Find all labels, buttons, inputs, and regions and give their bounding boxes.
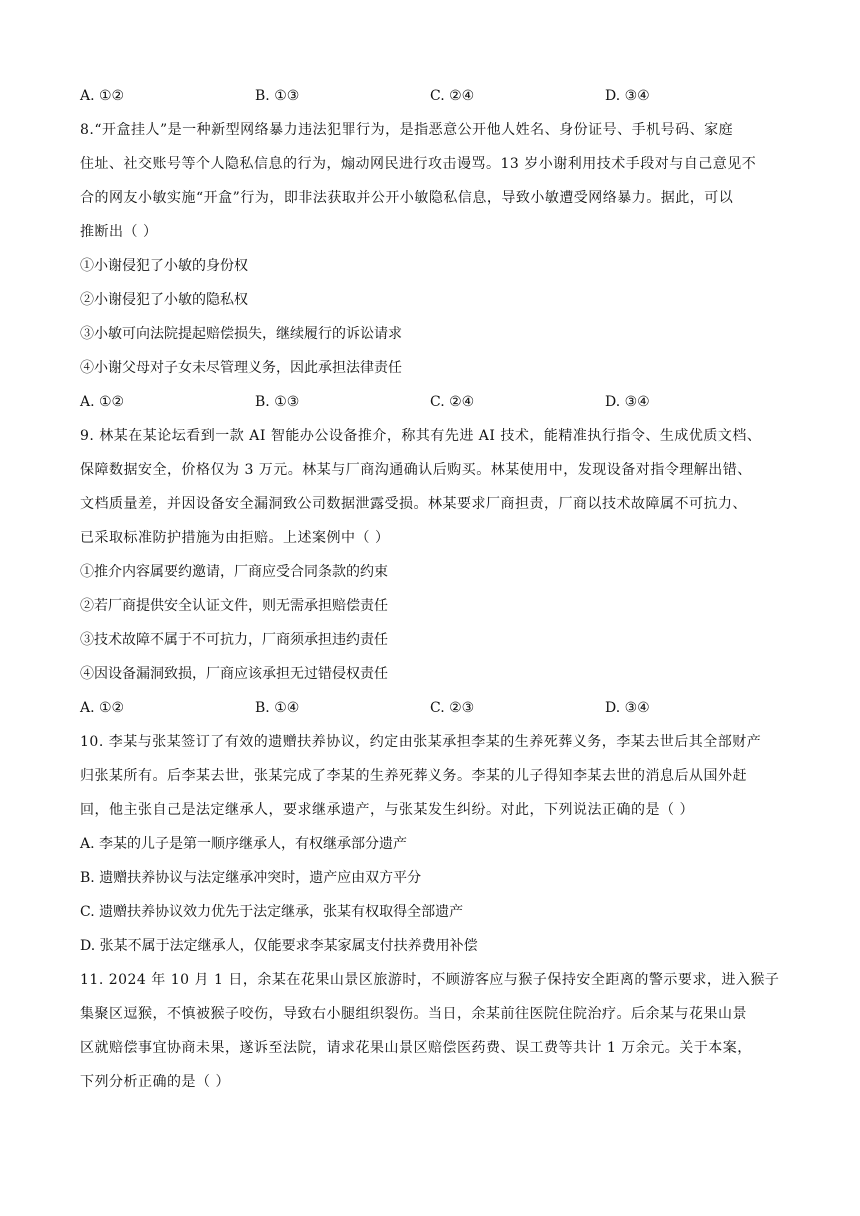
q9-stem-line: 保障数据安全，价格仅为 3 万元。林某与厂商沟通确认后购买。林某使用中，发现设备对指令理解出错、 xyxy=(80,462,752,478)
q8-statement-2: ②小谢侵犯了小敏的隐私权 xyxy=(80,292,248,308)
q8-statement-3: ③小敏可向法院提起赔偿损失，继续履行的诉讼请求 xyxy=(80,326,402,342)
q10-choice-b: B. 遗赠扶养协议与法定继承冲突时，遗产应由双方平分 xyxy=(80,870,422,886)
q9-options xyxy=(0,698,860,718)
q11-stem-line: 区就赔偿事宜协商未果，遂诉至法院，请求花果山景区赔偿医药费、误工费等共计 1 万余元。关于本案， xyxy=(80,1040,752,1056)
q8-option-b: B. ①③ xyxy=(255,394,300,410)
q9-stem-line: 文档质量差，并因设备安全漏洞致公司数据泄露受损。林某要求厂商担责，厂商以技术故障属不可抗力、 xyxy=(80,496,747,512)
q9-option-a: A. ①② xyxy=(80,700,125,716)
q8-options xyxy=(0,392,860,412)
q9-statement-3: ③技术故障不属于不可抗力，厂商须承担违约责任 xyxy=(80,632,388,648)
q11-stem-line: 11. 2024 年 10 月 1 日，余某在花果山景区旅游时，不顾游客应与猴子保持安全距离的警示要求，进入猴子 xyxy=(80,972,780,988)
q9-stem-line: 已采取标准防护措施为由拒赔。上述案例中（ ） xyxy=(80,530,390,546)
q8-stem-line: 合的网友小敏实施“开盒”行为，即非法获取并公开小敏隐私信息，导致小敏遭受网络暴力。据此，可以 xyxy=(80,190,734,206)
q11-stem-line: 集聚区逗猴，不慎被猴子咬伤，导致右小腿组织裂伤。当日，余某前往医院住院治疗。后余某与花果山景 xyxy=(80,1006,747,1022)
q7-option-c: C. ②④ xyxy=(430,88,475,104)
q8-option-a: A. ①② xyxy=(80,394,125,410)
q8-option-d: D. ③④ xyxy=(605,394,650,410)
q8-option-c: C. ②④ xyxy=(430,394,475,410)
q10-stem-line: 10. 李某与张某签订了有效的遗赠扶养协议，约定由张某承担李某的生养死葬义务，李某去世后其全部财产 xyxy=(80,734,762,750)
q10-choice-c: C. 遗赠扶养协议效力优先于法定继承，张某有权取得全部遗产 xyxy=(80,904,464,920)
q7-option-d: D. ③④ xyxy=(605,88,650,104)
q9-option-c: C. ②③ xyxy=(430,700,475,716)
q8-statement-1: ①小谢侵犯了小敏的身份权 xyxy=(80,258,248,274)
q10-choice-a: A. 李某的儿子是第一顺序继承人，有权继承部分遗产 xyxy=(80,836,408,852)
q7-option-a: A. ①② xyxy=(80,88,125,104)
q7-option-b: B. ①③ xyxy=(255,88,300,104)
q7-options xyxy=(0,86,860,106)
q8-stem-line: 推断出（ ） xyxy=(80,224,158,240)
q9-statement-2: ②若厂商提供安全认证文件，则无需承担赔偿责任 xyxy=(80,598,388,614)
q9-statement-1: ①推介内容属要约邀请，厂商应受合同条款的约束 xyxy=(80,564,388,580)
q9-stem-line: 9. 林某在某论坛看到一款 AI 智能办公设备推介，称其有先进 AI 技术，能精准执行指令、生成优质文档、 xyxy=(80,428,762,444)
q9-statement-4: ④因设备漏洞致损，厂商应该承担无过错侵权责任 xyxy=(80,666,388,682)
q9-option-b: B. ①④ xyxy=(255,700,300,716)
q10-choice-d: D. 张某不属于法定继承人，仅能要求李某家属支付扶养费用补偿 xyxy=(80,938,478,954)
q11-stem-line: 下列分析正确的是（ ） xyxy=(80,1074,230,1090)
q8-stem-line: 8.“开盒挂人”是一种新型网络暴力违法犯罪行为，是指恶意公开他人姓名、身份证号、手机号码、家庭 xyxy=(80,122,734,138)
q10-stem-line: 归张某所有。后李某去世，张某完成了李某的生养死葬义务。李某的儿子得知李某去世的消息后从国外赶 xyxy=(80,768,747,784)
q8-statement-4: ④小谢父母对子女未尽管理义务，因此承担法律责任 xyxy=(80,360,402,376)
q9-option-d: D. ③④ xyxy=(605,700,650,716)
q8-stem-line: 住址、社交账号等个人隐私信息的行为，煽动网民进行攻击谩骂。13 岁小谢利用技术手段对与自己意见不 xyxy=(80,156,757,172)
q10-stem-line: 回，他主张自己是法定继承人，要求继承遗产，与张某发生纠纷。对此，下列说法正确的是（ ） xyxy=(80,802,694,818)
